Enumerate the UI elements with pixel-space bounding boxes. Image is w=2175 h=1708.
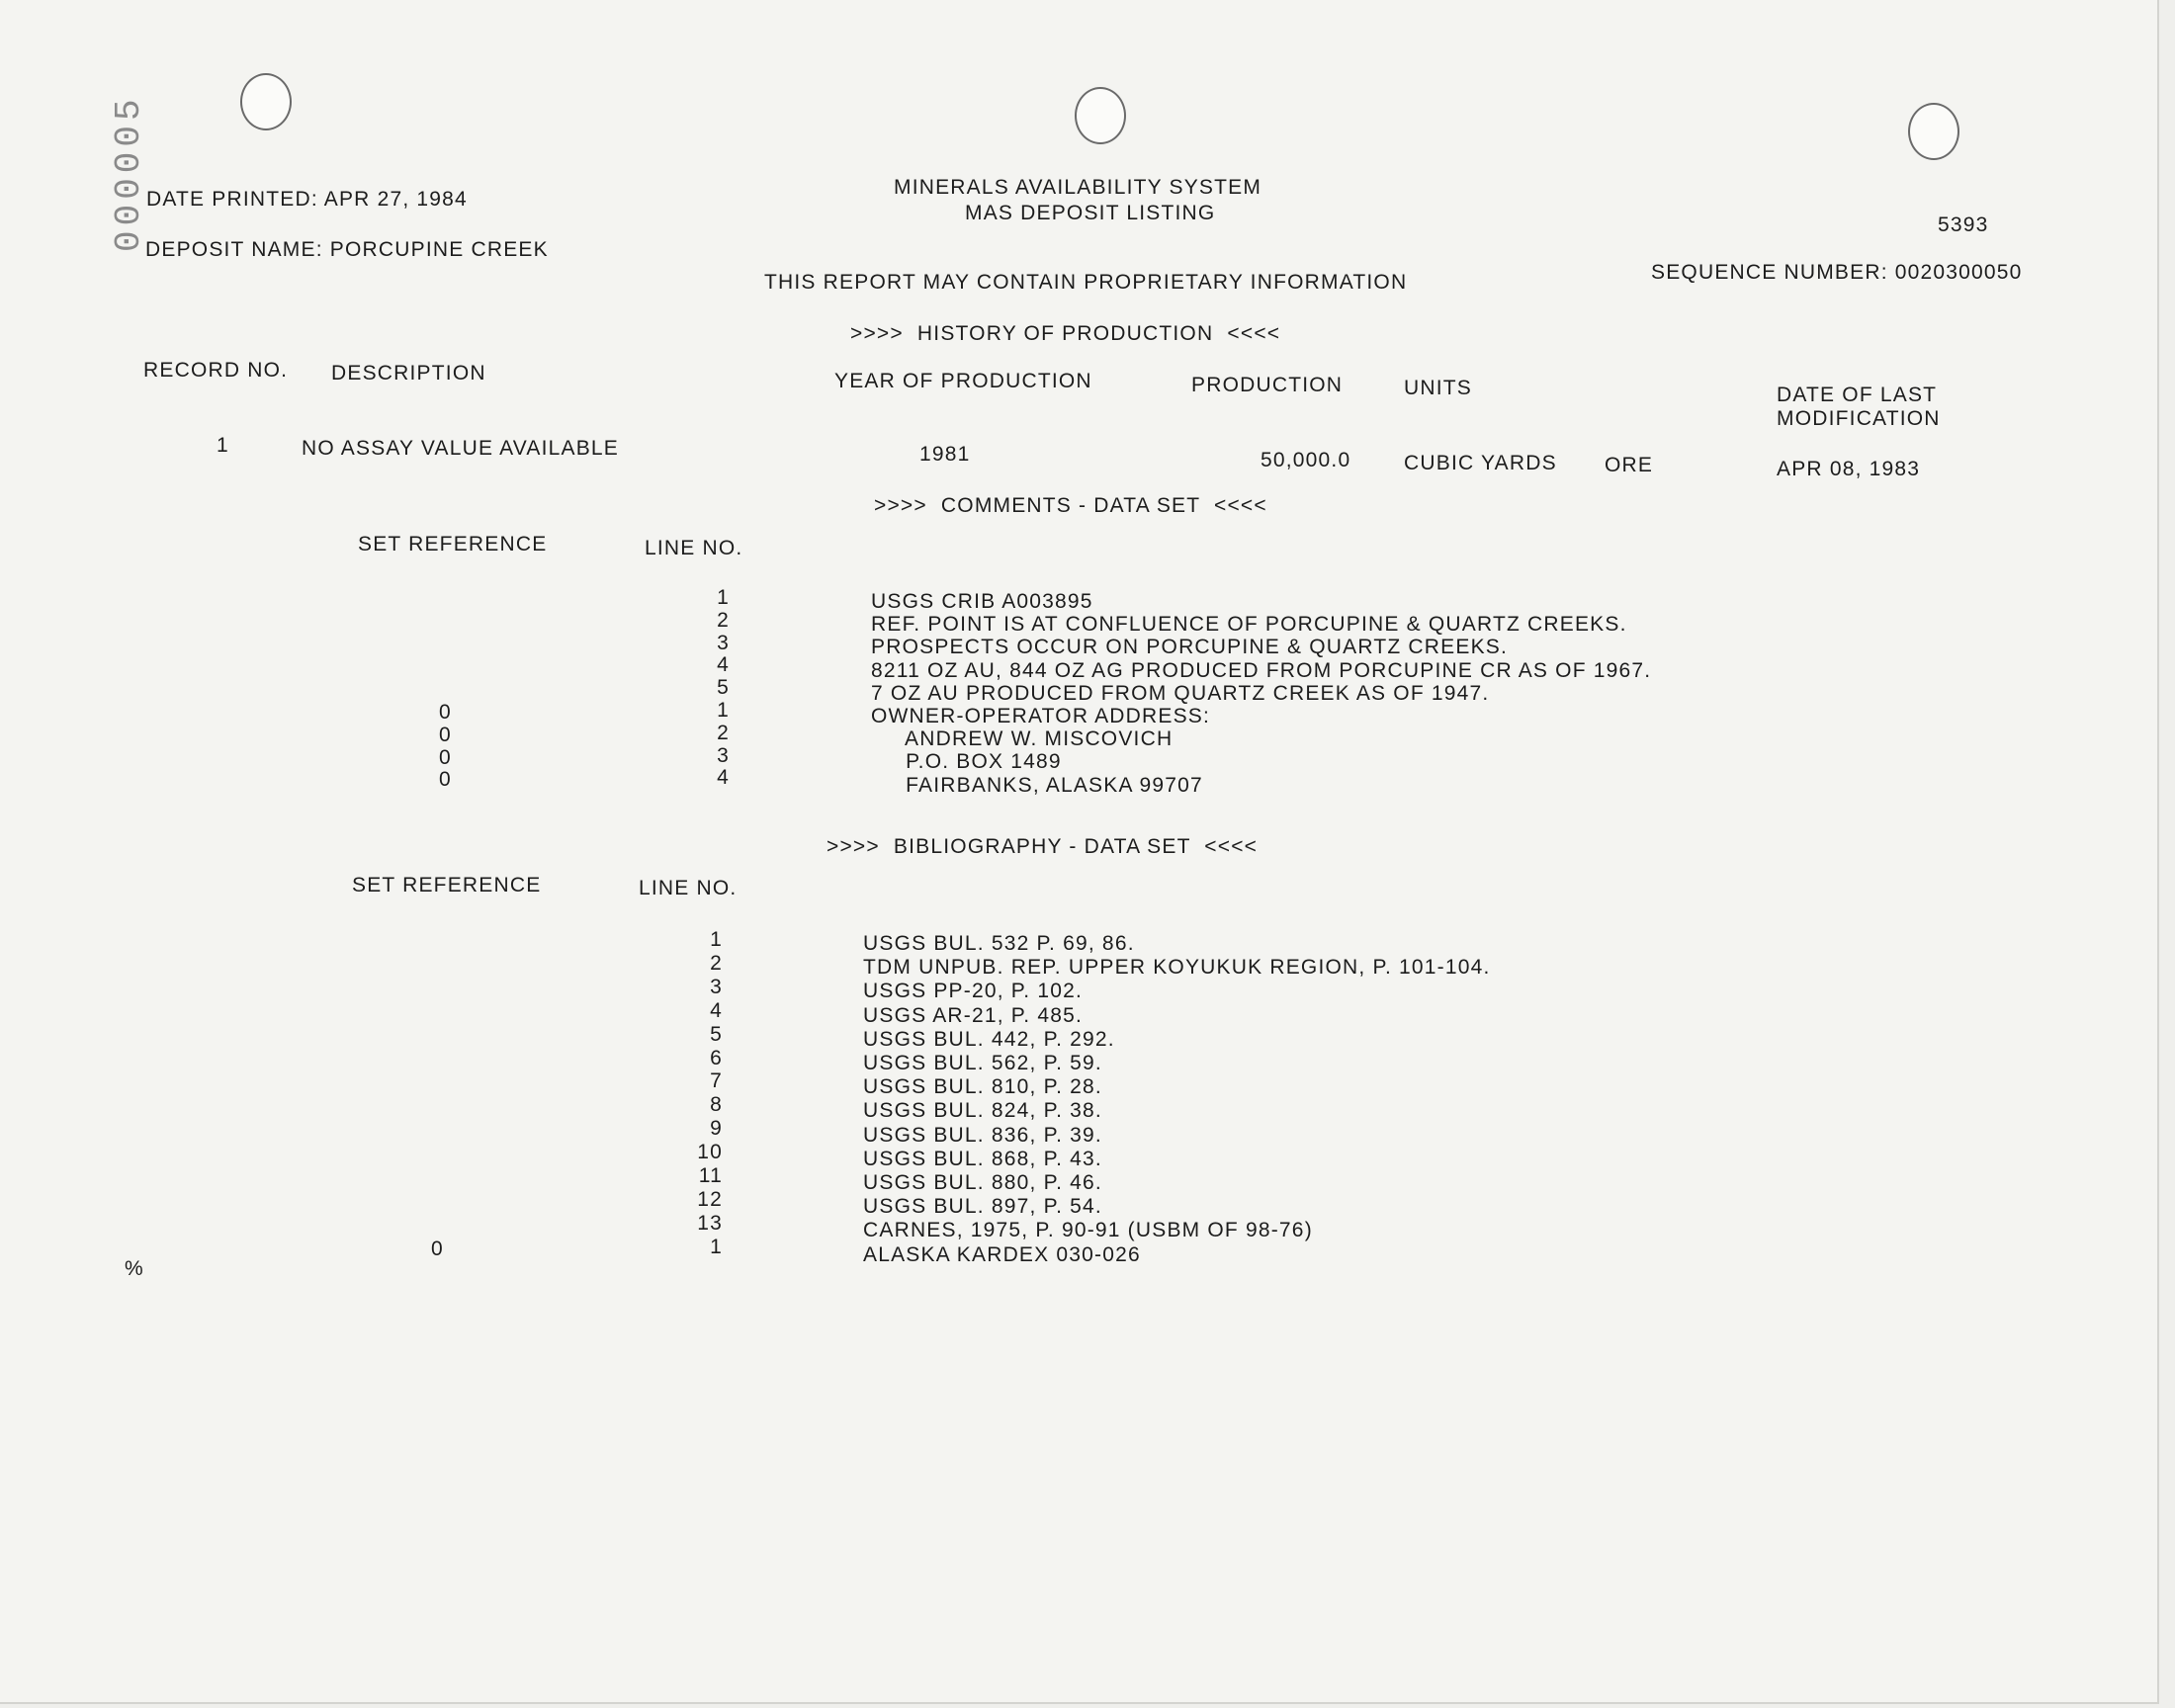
line-text: USGS BUL. 880, P. 46.: [863, 1171, 1102, 1194]
line-text: USGS BUL. 442, P. 292.: [863, 1027, 1115, 1051]
line-text: FAIRBANKS, ALASKA 99707: [871, 773, 1203, 797]
comments-col-line-no: LINE NO.: [645, 537, 743, 559]
line-number: 3: [717, 631, 730, 654]
line-number: 1: [717, 699, 730, 722]
line-number: 4: [710, 998, 723, 1022]
line-text: ANDREW W. MISCOVICH: [871, 727, 1174, 751]
line-number: 13: [697, 1211, 723, 1235]
production-amount: 50,000.0: [1261, 449, 1351, 471]
date-printed: DATE PRINTED: APR 27, 1984: [146, 188, 468, 211]
line-text: USGS BUL. 810, P. 28.: [863, 1075, 1102, 1099]
line-number: 1: [710, 1235, 723, 1258]
line-text: PROSPECTS OCCUR ON PORCUPINE & QUARTZ CREEKS.: [871, 636, 1509, 659]
line-number: 8: [710, 1093, 723, 1117]
line-number: 1: [717, 586, 730, 609]
line-text: USGS PP-20, P. 102.: [863, 980, 1084, 1003]
line-number: 3: [710, 975, 723, 998]
line-text: 7 OZ AU PRODUCED FROM QUARTZ CREEK AS OF 1947.: [871, 681, 1490, 705]
line-number: 3: [717, 743, 730, 767]
binder-hole-center: [1075, 87, 1126, 144]
line-number: 5: [710, 1022, 723, 1046]
production-year: 1981: [919, 443, 971, 466]
line-number: 11: [698, 1164, 723, 1187]
production-units: CUBIC YARDS: [1404, 452, 1557, 474]
col-date-last-2: MODIFICATION: [1777, 407, 1941, 430]
deposit-name: DEPOSIT NAME: PORCUPINE CREEK: [145, 238, 549, 261]
line-text: USGS BUL. 824, P. 38.: [863, 1099, 1102, 1123]
line-text: USGS BUL. 836, P. 39.: [863, 1123, 1102, 1147]
line-text: TDM UNPUB. REP. UPPER KOYUKUK REGION, P. 101-104.: [863, 956, 1491, 980]
margin-mark: %: [125, 1257, 144, 1280]
set-reference: 0: [439, 768, 452, 792]
line-number: 2: [717, 721, 730, 744]
binder-hole-left: [240, 73, 292, 130]
line-text: 8211 OZ AU, 844 OZ AG PRODUCED FROM PORCUPINE CR AS OF 1967.: [871, 658, 1652, 682]
listing-title: MAS DEPOSIT LISTING: [965, 202, 1216, 224]
line-number: 2: [710, 951, 723, 975]
line-number: 10: [697, 1141, 723, 1164]
sequence-number: SEQUENCE NUMBER: 0020300050: [1651, 261, 2023, 284]
date-last-modified: APR 08, 1983: [1777, 458, 1921, 480]
set-reference: 0: [439, 701, 452, 724]
proprietary-notice: THIS REPORT MAY CONTAIN PROPRIETARY INFORMATION: [764, 271, 1408, 294]
record-no: 1: [217, 434, 229, 457]
line-number: 5: [717, 676, 730, 700]
description: NO ASSAY VALUE AVAILABLE: [302, 437, 620, 460]
bibliography-col-set-reference: SET REFERENCE: [352, 874, 542, 897]
set-reference: 0: [439, 745, 452, 769]
line-text: ALASKA KARDEX 030-026: [863, 1242, 1141, 1266]
line-number: 7: [710, 1069, 723, 1093]
bibliography-col-line-no: LINE NO.: [639, 877, 738, 899]
production-heading: >>>> HISTORY OF PRODUCTION <<<<: [850, 322, 1281, 345]
col-units: UNITS: [1404, 377, 1472, 399]
comments-heading: >>>> COMMENTS - DATA SET <<<<: [874, 494, 1267, 517]
line-text: CARNES, 1975, P. 90-91 (USBM OF 98-76): [863, 1219, 1313, 1242]
line-text: USGS BUL. 562, P. 59.: [863, 1052, 1102, 1074]
line-text: USGS AR-21, P. 485.: [863, 1003, 1084, 1027]
col-date-last-1: DATE OF LAST: [1777, 384, 1938, 406]
bibliography-heading: >>>> BIBLIOGRAPHY - DATA SET <<<<: [826, 835, 1259, 858]
line-number: 6: [710, 1046, 723, 1069]
line-text: USGS BUL. 897, P. 54.: [863, 1195, 1102, 1219]
col-description: DESCRIPTION: [331, 362, 486, 384]
production-material: ORE: [1605, 454, 1654, 476]
line-text: USGS BUL. 868, P. 43.: [863, 1147, 1102, 1170]
line-number: 4: [717, 653, 730, 677]
system-title: MINERALS AVAILABILITY SYSTEM: [894, 176, 1262, 199]
col-record-no: RECORD NO.: [143, 359, 289, 382]
line-number: 4: [717, 766, 730, 790]
set-reference: 0: [431, 1237, 444, 1260]
line-text: OWNER-OPERATOR ADDRESS:: [871, 705, 1211, 727]
comments-col-set-reference: SET REFERENCE: [358, 533, 548, 555]
page-number: 5393: [1938, 214, 1989, 236]
col-production: PRODUCTION: [1191, 374, 1344, 396]
line-number: 9: [710, 1117, 723, 1141]
binder-hole-right: [1908, 103, 1959, 160]
line-number: 12: [697, 1187, 723, 1211]
line-number: 2: [717, 608, 730, 632]
line-text: P.O. BOX 1489: [871, 750, 1062, 774]
line-text: USGS BUL. 532 P. 69, 86.: [863, 932, 1135, 955]
col-year: YEAR OF PRODUCTION: [834, 370, 1092, 392]
line-text: USGS CRIB A003895: [871, 590, 1093, 613]
line-number: 1: [710, 928, 723, 951]
margin-stamp: 000005: [109, 94, 149, 252]
line-text: REF. POINT IS AT CONFLUENCE OF PORCUPINE & QUARTZ CREEKS.: [871, 613, 1627, 637]
set-reference: 0: [439, 723, 452, 746]
